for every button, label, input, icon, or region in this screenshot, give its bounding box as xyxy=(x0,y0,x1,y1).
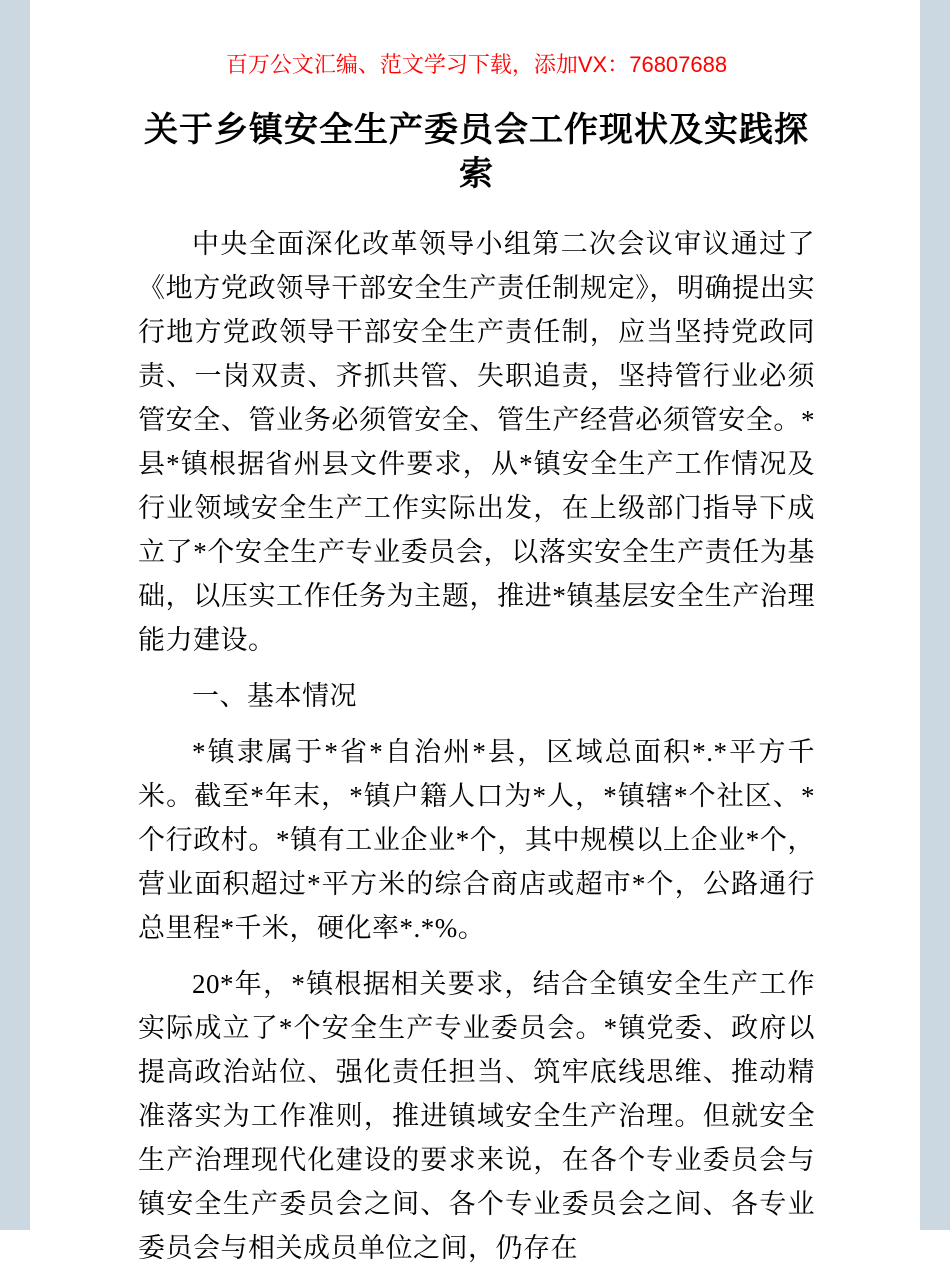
paragraph: 20*年，*镇根据相关要求，结合全镇安全生产工作实际成立了*个安全生产专业委员会。*镇党委、政府以提高政治站位、强化责任担当、筑牢底线思维、推动精准落实为工作准则，推进镇域安全生产治理。但就安全生产治理现代化建设的要求来说，在各个专业委员会与镇安全生产委员会之间、各个专业委员会之间、各专业委员会与相关成员单位之间，仍存在 xyxy=(138,969,815,1263)
paragraph: *镇隶属于*省*自治州*县，区域总面积*.*平方千米。截至*年末，*镇户籍人口为*人，*镇辖*个社区、*个行政村。*镇有工业企业*个，其中规模以上企业*个，营业面积超过*平方米的综合商店或超市*个，公路通行总里程*千米，硬化率*.*%。 xyxy=(138,737,815,943)
left-margin-strip xyxy=(0,0,30,1230)
document-content xyxy=(30,0,920,1263)
section-heading: 一、基本情况 xyxy=(192,681,357,711)
promo-notice: 百万公文汇编、范文学习下载，添加VX：76807688 xyxy=(225,52,728,77)
document-body xyxy=(138,222,815,1270)
document-title: 关于乡镇安全生产委员会工作现状及实践探索 xyxy=(144,111,809,193)
right-margin-strip xyxy=(920,0,950,1230)
paragraph: 中央全面深化改革领导小组第二次会议审议通过了《地方党政领导干部安全生产责任制规定》，明确提出实行地方党政领导干部安全生产责任制，应当坚持党政同责、一岗双责、齐抓共管、失职追责，坚持管行业必须管安全、管业务必须管安全、管生产经营必须管安全。*县*镇根据省州县文件要求，从*镇安全生产工作情况及行业领域安全生产工作实际出发，在上级部门指导下成立了*个安全生产专业委员会，以落实安全生产责任为基础，以压实工作任务为主题，推进*镇基层安全生产治理能力建设。 xyxy=(138,229,815,655)
